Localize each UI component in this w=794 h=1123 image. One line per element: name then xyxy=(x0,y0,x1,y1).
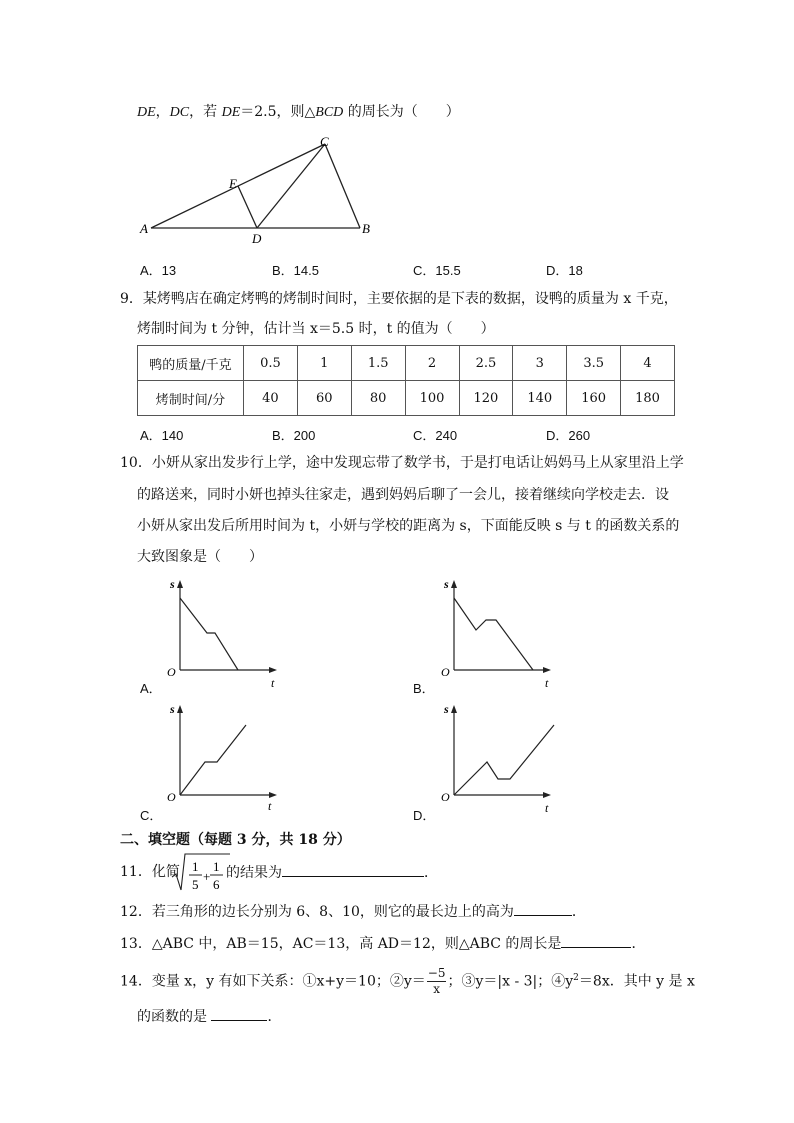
q10-label-d: D． xyxy=(413,808,436,823)
svg-text:s: s xyxy=(170,577,175,591)
table-cell: 1.5 xyxy=(351,346,405,381)
svg-text:t: t xyxy=(268,799,272,813)
q8-option-c: C．15.5 xyxy=(413,263,461,278)
segment-cb xyxy=(325,144,360,228)
table-cell: 3.5 xyxy=(567,346,621,381)
svg-text:s: s xyxy=(444,702,449,716)
q8-option-b: B．14.5 xyxy=(272,263,319,278)
table-cell: 60 xyxy=(297,381,351,416)
svg-text:t: t xyxy=(271,676,275,690)
q10-line1: 10．小妍从家出发步行上学，途中发现忘带了数学书，于是打电话让妈妈马上从家里沿上学 xyxy=(120,455,684,471)
q10-graph-d xyxy=(434,700,559,815)
svg-text:s: s xyxy=(170,702,175,716)
q8-triangle-figure xyxy=(135,133,380,248)
q10-graph-a xyxy=(160,575,285,690)
svg-text:1: 1 xyxy=(192,859,199,874)
svg-text:t: t xyxy=(545,801,549,815)
q9-option-d: D．260 xyxy=(546,428,591,443)
q14-line2: 的函数的是 ． xyxy=(137,1006,281,1027)
table-cell: 3 xyxy=(513,346,567,381)
q9-option-b: B．200 xyxy=(272,428,316,443)
table-cell: 120 xyxy=(459,381,513,416)
svg-text:O: O xyxy=(167,665,176,679)
table-cell: 0.5 xyxy=(244,346,298,381)
svg-text:O: O xyxy=(441,790,450,804)
q10-line3: 小妍从家出发后所用时间为 t，小妍与学校的距离为 s，下面能反映 s 与 t 的函数关系的 xyxy=(137,518,680,534)
graph-a-curve xyxy=(180,598,238,670)
label-d: D xyxy=(252,231,262,246)
table-cell: 180 xyxy=(621,381,675,416)
segment-dc xyxy=(257,144,325,228)
q9-line2: 烤制时间为 t 分钟，估计当 x＝5.5 时，t 的值为（ ） xyxy=(137,321,495,337)
q12-text: 12．若三角形的边长分别为 6、8、10，则它的最长边上的高为 ． xyxy=(120,901,586,922)
table-cell: 2.5 xyxy=(459,346,513,381)
table-row xyxy=(138,381,675,416)
q13-text: 13．△ABC 中，AB＝15，AC＝13，高 AD＝12，则△ABC 的周长是 ． xyxy=(120,933,645,954)
q10-label-c: C． xyxy=(140,808,163,823)
graph-c-curve xyxy=(180,725,246,795)
table-cell: 4 xyxy=(621,346,675,381)
q10-line2: 的路送来，同时小妍也掉头往家走，遇到妈妈后聊了一会儿，接着继续向学校走去．设 xyxy=(137,487,669,503)
q11-answer-blank[interactable] xyxy=(282,862,424,877)
svg-text:s: s xyxy=(444,577,449,591)
label-e: E xyxy=(229,176,237,191)
q9-line1: 9．某烤鸭店在确定烤鸭的烤制时间时，主要依据的是下表的数据，设鸭的质量为 x 千克， xyxy=(120,291,678,307)
graph-b-curve xyxy=(454,598,533,670)
q9-data-table xyxy=(137,345,675,416)
table-cell: 80 xyxy=(351,381,405,416)
sqrt-icon xyxy=(172,854,230,890)
svg-text:O: O xyxy=(441,665,450,679)
table-cell: 140 xyxy=(513,381,567,416)
label-a: A xyxy=(140,221,148,236)
q8-stem: DE，DC，若 DE＝2.5，则△BCD 的周长为（ ） xyxy=(137,104,460,120)
label-b: B xyxy=(362,221,370,236)
q14-line1: 14．变量 x，y 有如下关系：①x+y＝10；②y＝ $\frac{-5}{x}$ ；③y＝|x - 3|；$④y^2=8x$．其中 y 是 x xyxy=(120,966,695,996)
q10-label-b: B． xyxy=(413,681,435,696)
q11-suffix: 的结果为 ． xyxy=(226,862,438,883)
q10-label-a: A． xyxy=(140,681,162,696)
q14-answer-blank[interactable] xyxy=(211,1006,267,1021)
svg-text:5: 5 xyxy=(192,877,199,892)
q13-answer-blank[interactable] xyxy=(561,933,631,948)
graph-d-curve xyxy=(454,725,554,795)
q10-line4: 大致图象是（ ） xyxy=(137,549,263,565)
svg-text:+: + xyxy=(203,869,211,884)
table-row xyxy=(138,346,675,381)
q11-radical xyxy=(170,850,232,894)
label-c: C xyxy=(320,134,329,149)
table-cell: 2 xyxy=(405,346,459,381)
table-cell: 100 xyxy=(405,381,459,416)
q11-prefix: 11．化简 xyxy=(120,864,180,880)
svg-text:6: 6 xyxy=(213,877,220,892)
svg-text:1: 1 xyxy=(213,859,220,874)
q10-graph-b xyxy=(434,575,559,690)
q12-answer-blank[interactable] xyxy=(514,901,572,916)
q14-fraction: $\frac{-5}{x}$ xyxy=(427,966,446,996)
table-header: 烤制时间/分 xyxy=(138,381,244,416)
segment-ed xyxy=(238,186,257,228)
svg-text:O: O xyxy=(167,790,176,804)
q9-option-a: A．140 xyxy=(140,428,184,443)
q9-option-c: C．240 xyxy=(413,428,458,443)
q10-graph-c xyxy=(160,700,285,815)
table-cell: 160 xyxy=(567,381,621,416)
svg-text:t: t xyxy=(545,676,549,690)
q8-option-a: A．13 xyxy=(140,263,177,278)
table-cell: 1 xyxy=(297,346,351,381)
table-header: 鸭的质量/千克 xyxy=(138,346,244,381)
table-cell: 40 xyxy=(244,381,298,416)
q8-option-d: D．18 xyxy=(546,263,583,278)
section2-title: 二、填空题（每题 3 分，共 18 分） xyxy=(120,832,351,848)
